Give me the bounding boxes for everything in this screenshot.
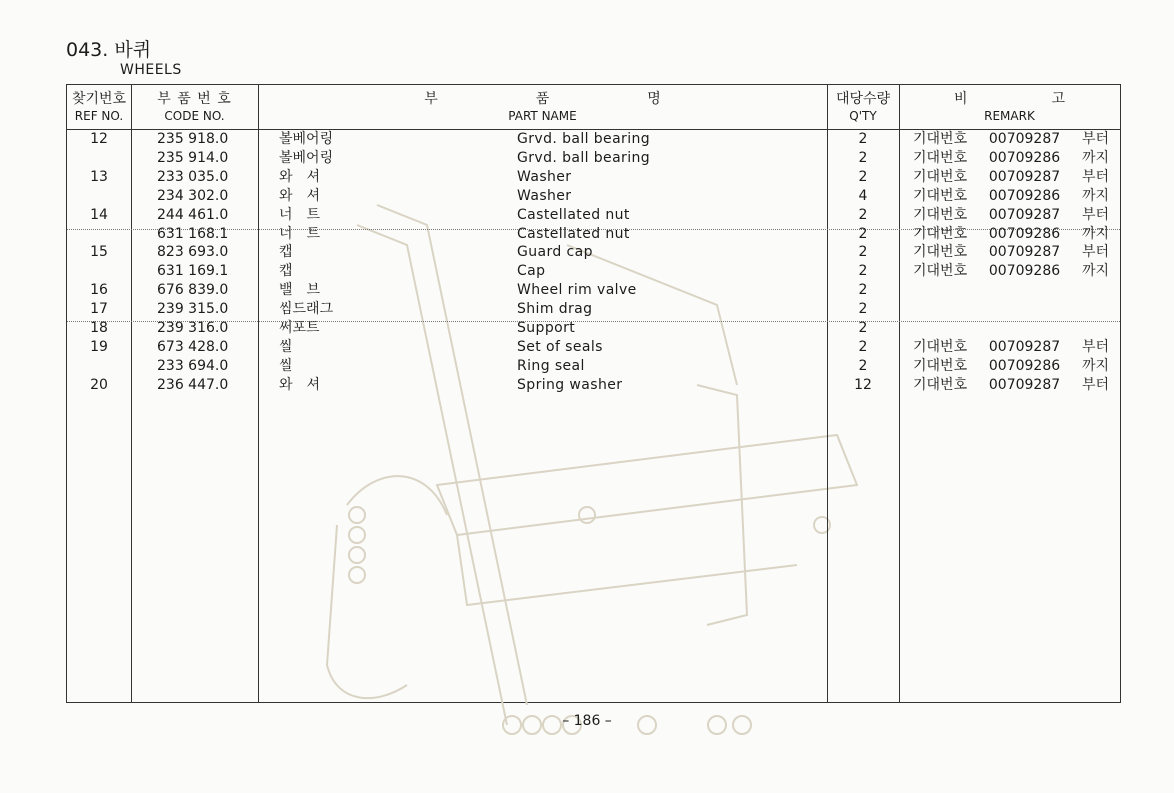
row-quantity: 2: [858, 320, 868, 336]
row-remark: 기대번호 00709287 부터: [913, 131, 1109, 147]
row-part-name-en: Set of seals: [517, 338, 603, 355]
row-ref-no: 13: [90, 168, 108, 185]
table-row: [67, 130, 1120, 149]
row-remark: 기대번호 00709286 까지: [913, 149, 1109, 166]
row-quantity: 2: [858, 263, 868, 280]
row-quantity: 2: [858, 149, 868, 166]
header-code-ko: 부 품 번 호: [157, 91, 232, 107]
row-remark: 기대번호 00709287 부터: [913, 168, 1109, 185]
header-ref-ko: 찾기번호: [71, 91, 127, 107]
table-row: [67, 149, 1120, 168]
table-row: [67, 243, 1120, 262]
row-quantity: 2: [858, 131, 868, 147]
row-part-name-en: Support: [517, 320, 576, 336]
row-quantity: 2: [858, 338, 868, 355]
row-remark: 기대번호 00709287 부터: [913, 376, 1109, 393]
row-part-name-ko: 볼베어링: [279, 149, 334, 166]
header-name-ko: 부 품 명: [424, 91, 661, 107]
header-ref: [67, 85, 131, 129]
row-quantity: 2: [858, 282, 868, 299]
row-quantity: 2: [858, 168, 868, 185]
table-row: [67, 225, 1120, 244]
row-remark: 기대번호 00709286 까지: [913, 263, 1109, 280]
row-quantity: 2: [858, 206, 868, 223]
header-qty-ko: 대당수량: [835, 91, 891, 107]
row-ref-no: 16: [90, 282, 108, 299]
row-quantity: 2: [858, 301, 868, 318]
row-code-no: 823 693.0: [157, 244, 229, 261]
row-part-name-ko: 씰: [279, 357, 293, 374]
row-code-no: 631 168.1: [157, 225, 229, 242]
row-part-name-ko: 너 트: [279, 225, 321, 242]
row-part-name-ko: 너 트: [279, 206, 321, 223]
row-part-name-en: Ring seal: [517, 357, 585, 374]
row-quantity: 2: [858, 225, 868, 242]
row-part-name-ko: 볼베어링: [279, 131, 334, 147]
header-ref-en: REF NO.: [74, 109, 124, 123]
row-code-no: 631 169.1: [157, 263, 229, 280]
row-code-no: 236 447.0: [157, 376, 229, 393]
row-ref-no: 18: [90, 320, 108, 336]
parts-table: [66, 84, 1121, 703]
row-remark: 기대번호 00709287 부터: [913, 338, 1109, 355]
row-code-no: 676 839.0: [157, 282, 229, 299]
row-part-name-en: Spring washer: [517, 376, 623, 393]
header-qty-en: Q'TY: [849, 109, 877, 123]
row-part-name-en: Castellated nut: [517, 206, 630, 223]
header-qty: [827, 85, 899, 129]
page-header: [66, 38, 182, 78]
row-ref-no: 19: [90, 338, 108, 355]
row-part-name-en: Guard cap: [517, 244, 593, 261]
row-part-name-en: Wheel rim valve: [517, 282, 637, 299]
row-part-name-en: Washer: [517, 187, 572, 204]
row-part-name-ko: 와 셔: [279, 376, 321, 393]
header-part-name: [258, 85, 827, 129]
row-code-no: 235 918.0: [157, 131, 229, 147]
row-remark: 기대번호 00709287 부터: [913, 206, 1109, 223]
row-remark: 기대번호 00709287 부터: [913, 244, 1109, 261]
table-row: [67, 206, 1120, 225]
row-quantity: 4: [858, 187, 868, 204]
header-code: [131, 85, 258, 129]
header-remark: [899, 85, 1120, 129]
header-name-en: PART NAME: [508, 109, 577, 123]
row-part-name-ko: 캡: [279, 263, 293, 280]
row-code-no: 673 428.0: [157, 338, 229, 355]
row-quantity: 12: [854, 376, 872, 393]
row-quantity: 2: [858, 244, 868, 261]
table-row: [67, 281, 1120, 300]
row-part-name-ko: 와 셔: [279, 187, 321, 204]
row-remark: 기대번호 00709286 까지: [913, 187, 1109, 204]
row-part-name-en: Castellated nut: [517, 225, 630, 242]
header-code-en: CODE NO.: [164, 109, 225, 123]
row-code-no: 244 461.0: [157, 206, 229, 223]
page-number: – 186 –: [562, 713, 612, 729]
row-remark: 기대번호 00709286 까지: [913, 357, 1109, 374]
row-ref-no: 15: [90, 244, 108, 261]
table-row: [67, 187, 1120, 206]
row-part-name-ko: 써포트: [279, 320, 320, 336]
table-row: [67, 168, 1120, 187]
row-ref-no: 20: [90, 376, 108, 393]
header-remark-ko: 비 고: [953, 91, 1066, 107]
table-row: [67, 357, 1120, 376]
row-quantity: 2: [858, 357, 868, 374]
table-row: [67, 300, 1120, 319]
section-title: 043. 바퀴: [66, 39, 152, 61]
row-ref-no: 14: [90, 206, 108, 223]
table-row: [67, 319, 1120, 338]
row-code-no: 239 316.0: [157, 320, 229, 336]
row-part-name-ko: 와 셔: [279, 168, 321, 185]
row-code-no: 233 035.0: [157, 168, 229, 185]
row-part-name-en: Washer: [517, 168, 572, 185]
row-part-name-ko: 밸 브: [279, 282, 321, 299]
table-row: [67, 338, 1120, 357]
row-code-no: 233 694.0: [157, 357, 229, 374]
row-code-no: 235 914.0: [157, 149, 229, 166]
row-part-name-ko: 씸드래그: [279, 301, 334, 318]
section-subtitle: WHEELS: [120, 62, 182, 78]
row-code-no: 234 302.0: [157, 187, 229, 204]
row-ref-no: 17: [90, 301, 108, 318]
row-part-name-en: Grvd. ball bearing: [517, 131, 651, 147]
row-part-name-en: Grvd. ball bearing: [517, 149, 651, 166]
header-remark-en: REMARK: [984, 109, 1035, 123]
row-ref-no: 12: [90, 131, 108, 147]
table-row: [67, 262, 1120, 281]
table-row: [67, 376, 1120, 395]
row-part-name-en: Shim drag: [517, 301, 593, 318]
row-part-name-en: Cap: [517, 263, 546, 280]
row-remark: 기대번호 00709286 까지: [913, 225, 1109, 242]
row-code-no: 239 315.0: [157, 301, 229, 318]
row-part-name-ko: 씰: [279, 338, 293, 355]
row-part-name-ko: 캡: [279, 244, 293, 261]
